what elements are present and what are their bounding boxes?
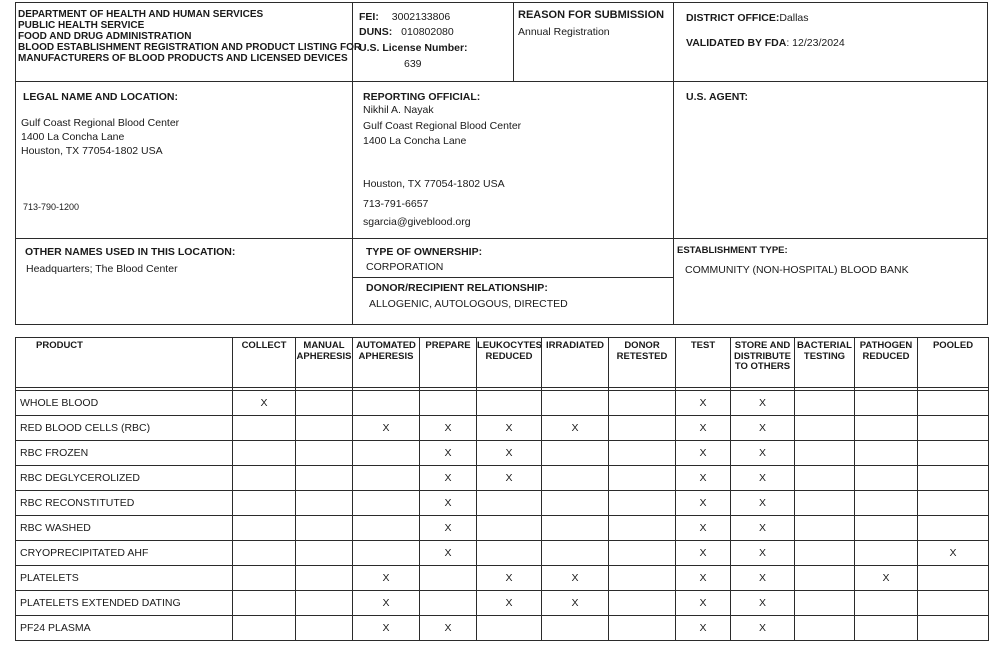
mark-cell: X [676, 391, 731, 416]
product-name-cell: PLATELETS [16, 566, 233, 591]
column-header: TEST [676, 338, 731, 388]
column-header: DONOR RETESTED [609, 338, 676, 388]
fei-value: 3002133806 [391, 11, 451, 23]
mark-cell [609, 491, 676, 516]
official-phone: 713-791-6657 [363, 198, 429, 210]
mark-cell [855, 616, 918, 641]
mark-cell [918, 566, 989, 591]
mark-cell [609, 566, 676, 591]
mark-cell: X [676, 441, 731, 466]
license-label: U.S. License Number: [359, 42, 468, 54]
legal-name: Gulf Coast Regional Blood Center [21, 117, 180, 129]
mark-cell: X [731, 541, 795, 566]
mark-cell [296, 516, 353, 541]
mark-cell [795, 441, 855, 466]
product-name-cell: CRYOPRECIPITATED AHF [16, 541, 233, 566]
mark-cell: X [477, 441, 542, 466]
ownership-label: TYPE OF OWNERSHIP: [366, 246, 483, 258]
mark-cell [296, 616, 353, 641]
fei-label: FEI: [359, 11, 379, 23]
mark-cell [233, 591, 296, 616]
validated-label: VALIDATED BY FDA [686, 37, 787, 49]
other-names-value: Headquarters; The Blood Center [26, 263, 178, 275]
mark-cell: X [477, 416, 542, 441]
mark-cell [477, 516, 542, 541]
mark-cell: X [477, 566, 542, 591]
mark-cell: X [353, 416, 420, 441]
agency-line: DEPARTMENT OF HEALTH AND HUMAN SERVICES [18, 9, 264, 20]
table-row [16, 466, 989, 491]
mark-cell [609, 516, 676, 541]
license-value: 639 [404, 58, 422, 70]
mark-cell [477, 541, 542, 566]
mark-cell [855, 516, 918, 541]
mark-cell: X [542, 416, 609, 441]
column-header: IRRADIATED [542, 338, 609, 388]
mark-cell [795, 416, 855, 441]
agency-line: MANUFACTURERS OF BLOOD PRODUCTS AND LICENSED DEVICES [18, 53, 348, 64]
product-name-cell: RED BLOOD CELLS (RBC) [16, 416, 233, 441]
mark-cell [795, 466, 855, 491]
mark-cell: X [420, 616, 477, 641]
us-agent-label: U.S. AGENT: [686, 91, 749, 103]
mark-cell [420, 391, 477, 416]
legal-name-label: LEGAL NAME AND LOCATION: [23, 91, 178, 103]
mark-cell: X [420, 491, 477, 516]
legal-address-line: Houston, TX 77054-1802 USA [21, 145, 163, 157]
mark-cell [353, 541, 420, 566]
mark-cell: X [477, 466, 542, 491]
mark-cell [795, 616, 855, 641]
mark-cell [795, 566, 855, 591]
legal-name-block [21, 116, 179, 158]
contact-section [15, 81, 988, 239]
mark-cell [855, 466, 918, 491]
column-header: STORE AND DISTRIBUTE TO OTHERS [731, 338, 795, 388]
mark-cell [353, 466, 420, 491]
mark-cell [233, 566, 296, 591]
mark-cell [233, 441, 296, 466]
mark-cell [542, 516, 609, 541]
mark-cell [542, 491, 609, 516]
mark-cell [795, 591, 855, 616]
mark-cell: X [731, 441, 795, 466]
mark-cell [609, 616, 676, 641]
mark-cell [855, 441, 918, 466]
mark-cell [795, 541, 855, 566]
ownership-value: CORPORATION [366, 261, 444, 273]
mark-cell [609, 441, 676, 466]
mark-cell [855, 541, 918, 566]
mark-cell [296, 416, 353, 441]
mark-cell [296, 441, 353, 466]
mark-cell [420, 591, 477, 616]
mark-cell [795, 391, 855, 416]
table-row [16, 616, 989, 641]
district-label: DISTRICT OFFICE: [686, 12, 780, 24]
mark-cell [542, 541, 609, 566]
mark-cell: X [676, 516, 731, 541]
official-name: Nikhil A. Nayak [363, 104, 434, 116]
legal-address-line: 1400 La Concha Lane [21, 131, 125, 143]
product-name-cell: PLATELETS EXTENDED DATING [16, 591, 233, 616]
duns-value: 010802080 [401, 26, 454, 38]
table-row [16, 516, 989, 541]
district-value: Dallas [779, 12, 809, 24]
mark-cell [918, 616, 989, 641]
mark-cell [609, 391, 676, 416]
mark-cell: X [676, 541, 731, 566]
mark-cell [542, 466, 609, 491]
mark-cell [353, 391, 420, 416]
column-header: AUTOMATED APHERESIS [353, 338, 420, 388]
mark-cell: X [477, 591, 542, 616]
mark-cell [477, 616, 542, 641]
column-header: LEUKOCYTES REDUCED [477, 338, 542, 388]
reason-value: Annual Registration [518, 26, 610, 38]
mark-cell [795, 516, 855, 541]
official-email: sgarcia@giveblood.org [363, 216, 471, 228]
mark-cell [918, 516, 989, 541]
mark-cell [353, 516, 420, 541]
mark-cell [542, 391, 609, 416]
mark-cell: X [353, 566, 420, 591]
mark-cell [296, 566, 353, 591]
product-name-cell: RBC FROZEN [16, 441, 233, 466]
mark-cell: X [731, 391, 795, 416]
donor-relationship-label: DONOR/RECIPIENT RELATIONSHIP: [366, 282, 548, 294]
column-header: BACTERIAL TESTING [795, 338, 855, 388]
mark-cell [296, 541, 353, 566]
official-org: Gulf Coast Regional Blood Center [363, 120, 522, 132]
mark-cell: X [676, 616, 731, 641]
mark-cell [855, 416, 918, 441]
official-address-line: Houston, TX 77054-1802 USA [363, 178, 505, 190]
mark-cell [609, 541, 676, 566]
mark-cell [609, 466, 676, 491]
mark-cell [353, 441, 420, 466]
mark-cell: X [731, 566, 795, 591]
mark-cell [918, 391, 989, 416]
table-header-row [16, 338, 989, 388]
column-header: POOLED [918, 338, 989, 388]
mark-cell [855, 491, 918, 516]
mark-cell: X [855, 566, 918, 591]
column-header: COLLECT [233, 338, 296, 388]
column-header: PRODUCT [16, 338, 233, 388]
agency-line: FOOD AND DRUG ADMINISTRATION [18, 31, 192, 42]
table-row [16, 416, 989, 441]
mark-cell: X [676, 491, 731, 516]
reporting-official-label: REPORTING OFFICIAL: [363, 91, 481, 103]
mark-cell [233, 416, 296, 441]
agency-heading [18, 9, 361, 64]
agency-line: PUBLIC HEALTH SERVICE [18, 20, 145, 31]
mark-cell: X [731, 416, 795, 441]
table-row [16, 541, 989, 566]
mark-cell [918, 466, 989, 491]
mark-cell [477, 391, 542, 416]
mark-cell: X [233, 391, 296, 416]
product-name-cell: RBC WASHED [16, 516, 233, 541]
mark-cell: X [731, 516, 795, 541]
mark-cell: X [420, 441, 477, 466]
table-row [16, 391, 989, 416]
mark-cell: X [676, 466, 731, 491]
header-section [15, 2, 988, 82]
table-row [16, 566, 989, 591]
reason-label: REASON FOR SUBMISSION [518, 9, 665, 21]
mark-cell [477, 491, 542, 516]
table-row [16, 591, 989, 616]
establishment-type-label: ESTABLISHMENT TYPE: [677, 245, 788, 256]
mark-cell: X [918, 541, 989, 566]
mark-cell [296, 391, 353, 416]
mark-cell [918, 416, 989, 441]
mark-cell: X [731, 466, 795, 491]
mark-cell: X [542, 591, 609, 616]
mark-cell: X [353, 591, 420, 616]
mark-cell [233, 491, 296, 516]
mark-cell [233, 516, 296, 541]
mark-cell [296, 466, 353, 491]
mark-cell [918, 591, 989, 616]
product-name-cell: PF24 PLASMA [16, 616, 233, 641]
ownership-section [15, 238, 988, 325]
mark-cell: X [420, 541, 477, 566]
agency-line: BLOOD ESTABLISHMENT REGISTRATION AND PRODUCT LISTING FOR [18, 42, 362, 53]
mark-cell [420, 566, 477, 591]
mark-cell: X [420, 516, 477, 541]
mark-cell: X [420, 466, 477, 491]
mark-cell [233, 541, 296, 566]
legal-phone: 713-790-1200 [23, 202, 80, 212]
mark-cell [795, 491, 855, 516]
mark-cell: X [731, 591, 795, 616]
mark-cell [855, 591, 918, 616]
validated-value: : 12/23/2024 [786, 37, 845, 49]
mark-cell [296, 491, 353, 516]
mark-cell [296, 591, 353, 616]
mark-cell [918, 441, 989, 466]
product-listing-table [15, 337, 989, 641]
mark-cell: X [420, 416, 477, 441]
mark-cell: X [676, 416, 731, 441]
establishment-type-value: COMMUNITY (NON-HOSPITAL) BLOOD BANK [685, 264, 909, 276]
mark-cell: X [731, 491, 795, 516]
mark-cell: X [353, 616, 420, 641]
mark-cell: X [676, 566, 731, 591]
donor-relationship-value: ALLOGENIC, AUTOLOGOUS, DIRECTED [369, 298, 568, 310]
mark-cell [918, 491, 989, 516]
mark-cell [609, 591, 676, 616]
mark-cell [353, 491, 420, 516]
column-header: PREPARE [420, 338, 477, 388]
mark-cell [542, 441, 609, 466]
column-header: PATHOGEN REDUCED [855, 338, 918, 388]
product-name-cell: WHOLE BLOOD [16, 391, 233, 416]
mark-cell [233, 616, 296, 641]
official-address-line: 1400 La Concha Lane [363, 135, 467, 147]
reporting-official-block [363, 103, 521, 148]
other-names-label: OTHER NAMES USED IN THIS LOCATION: [25, 246, 236, 258]
mark-cell: X [542, 566, 609, 591]
mark-cell [542, 616, 609, 641]
mark-cell [609, 416, 676, 441]
product-name-cell: RBC RECONSTITUTED [16, 491, 233, 516]
mark-cell [233, 466, 296, 491]
duns-label: DUNS: [359, 26, 393, 38]
product-name-cell: RBC DEGLYCEROLIZED [16, 466, 233, 491]
mark-cell [855, 391, 918, 416]
column-header: MANUAL APHERESIS [296, 338, 353, 388]
mark-cell: X [731, 616, 795, 641]
table-row [16, 491, 989, 516]
table-row [16, 441, 989, 466]
mark-cell: X [676, 591, 731, 616]
